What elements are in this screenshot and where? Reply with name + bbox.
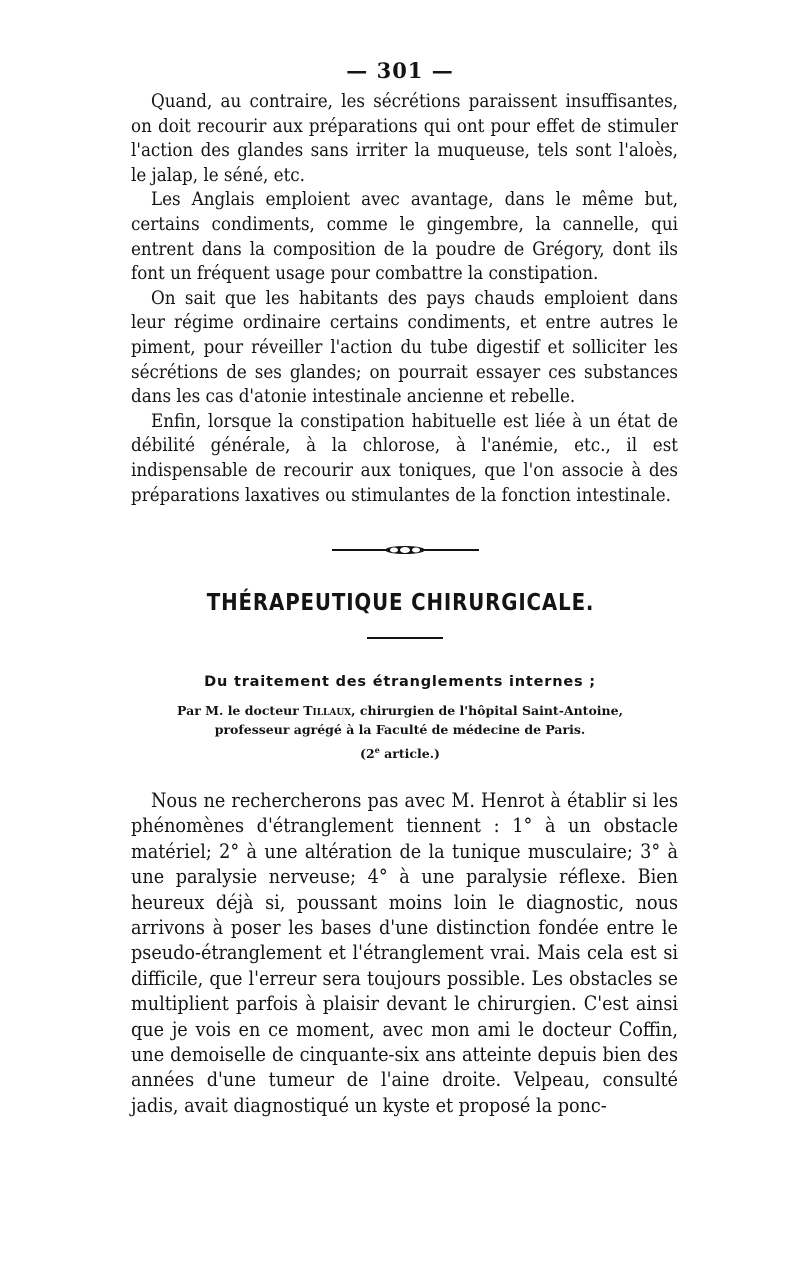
paragraph-enfin: Enfin, lorsque la constipation habituelle est liée à un état de débilité générale, à la chlorose, à l'anémie, etc., il est indispensable de recourir aux toniques, que l'on associe à des préparations laxatives ou stimulantes de la fonction intestinale. (131, 410, 678, 506)
decorative-rule-ornament-icon (332, 542, 479, 558)
lower-text-block (131, 788, 678, 1118)
upper-text-block (131, 90, 678, 508)
byline-author: Tillaux (303, 703, 352, 718)
byline-affiliation: , chirurgien de l'hôpital Saint-Antoine, (351, 703, 623, 718)
article-byline-title: professeur agrégé à la Faculté de médecine de Paris. (214, 722, 586, 737)
article-title: Du traitement des étranglements internes ; (204, 674, 596, 690)
section-title: THÉRAPEUTIQUE CHIRURGICALE. (206, 590, 595, 616)
paragraph-pays-chauds: On sait que les habitants des pays chauds emploient dans leur régime ordinaire certains condiments, et entre autres le piment, pour réveiller l'action du tube digestif et solliciter les sécrétions de ses glandes; on pourrait essayer ces substances dans les cas d'atonie intestinale ancienne et rebelle. (131, 287, 678, 408)
article-part-label: (2e article.) (360, 744, 440, 761)
paragraph-secretions: Quand, au contraire, les sécrétions paraissent insuffisantes, on doit recourir aux préparations qui ont pour effet de stimuler l'action des glandes sans irriter la muqueuse, tels sont l'aloès, le jalap, le séné, etc. (131, 91, 678, 186)
paragraph-anglais: Les Anglais emploient avec avantage, dans le même but, certains condiments, comme le gingembre, la cannelle, qui entrent dans la composition de la poudre de Grégory, dont ils font un fréquent usage pour combattre la constipation. (131, 189, 678, 285)
byline-prefix: Par M. le docteur (177, 703, 304, 718)
page-number: — 301 — (346, 58, 454, 83)
title-divider (367, 637, 443, 639)
paragraph-henrot: Nous ne rechercherons pas avec M. Henrot à établir si les phénomènes d'étranglement tiennent : 1° à un obstacle matériel; 2° à une altération de la tunique musculaire; 3° à une paralysie nerveuse; 4° à une paralysie réflexe. Bien heureux déjà si, poussant moins loin le diagnostic, nous arrivons à poser les bases d'une distinction fondée entre le pseudo-étranglement et l'étranglement vrai. Mais cela est si difficile, que l'erreur sera toujours possible. Les obstacles se multiplient parfois à plaisir devant le chirurgien. C'est ainsi que je vois en ce moment, avec mon ami le docteur Coffin, une demoiselle de cinquante-six ans atteinte depuis bien des années d'une tumeur de l'aine droite. Velpeau, consulté jadis, avait diagnostiqué un kyste et proposé la ponc- (131, 789, 678, 1117)
article-byline (0, 703, 800, 718)
